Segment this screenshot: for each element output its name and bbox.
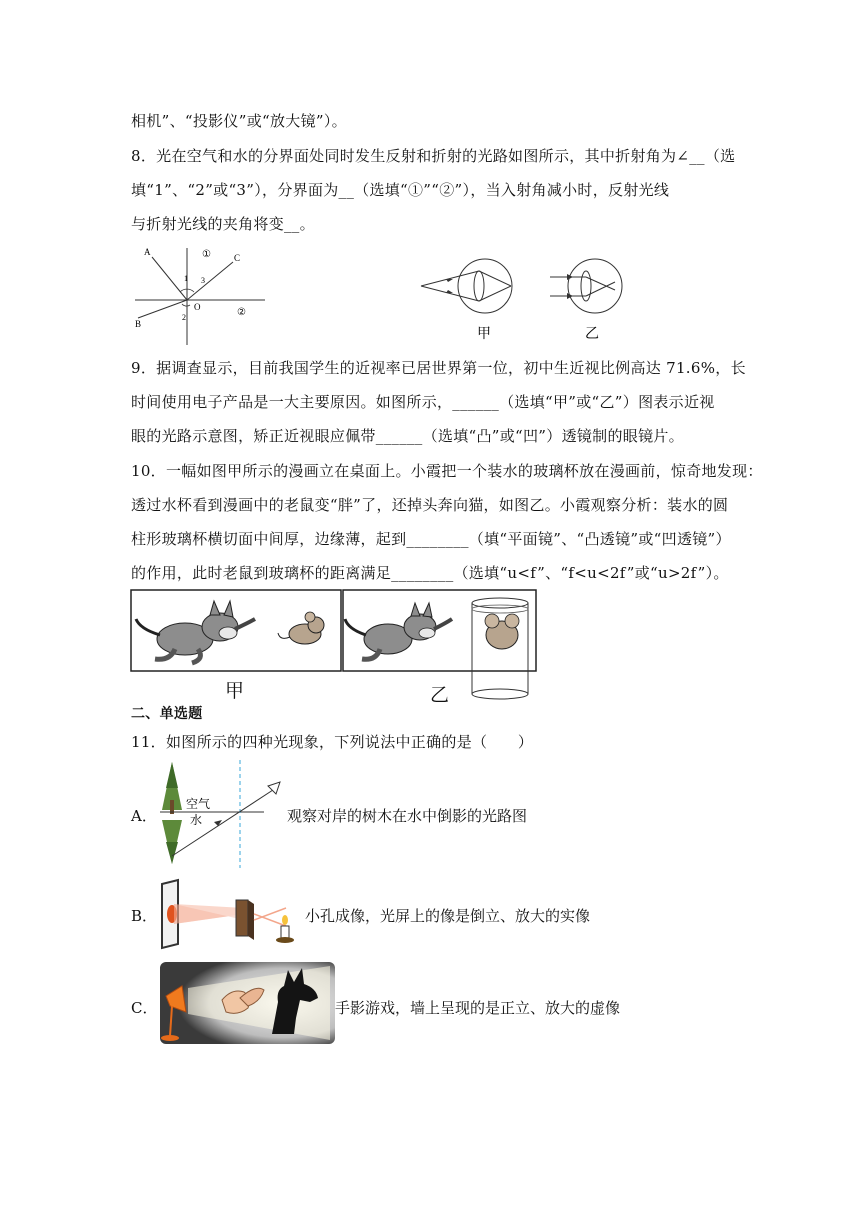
option-a-text: 观察对岸的树木在水中倒影的光路图 xyxy=(287,807,528,825)
q10-line3: 柱形玻璃杯横切面中间厚，边缘薄，起到________（填“平面镜”、“凸透镜”或“凹透镜”） xyxy=(131,530,731,548)
eye-yi xyxy=(550,259,622,313)
section-heading-single-choice: 二、单选题 xyxy=(131,706,203,722)
tree-reflection-diagram xyxy=(158,760,286,868)
cartoon-figure xyxy=(130,589,540,701)
option-a-letter[interactable]: A． xyxy=(131,807,157,825)
q8-line1: 8．光在空气和水的分界面处同时发生反射和折射的光路如图所示，其中折射角为∠__（选 xyxy=(131,147,736,165)
q8-line3: 与折射光线的夹角将变__。 xyxy=(131,215,315,233)
label-B: B xyxy=(135,319,142,329)
label-O: O xyxy=(194,302,201,312)
q9-line3: 眼的光路示意图，矫正近视眼应佩带______（选填“凸”或“凹”）透镜制的眼镜片。 xyxy=(131,427,684,445)
label-air: 空气 xyxy=(186,797,211,811)
q7-tail: 相机”、“投影仪”或“放大镜”）。 xyxy=(131,112,347,130)
eye-label-jia: 甲 xyxy=(477,327,491,342)
option-b-text: 小孔成像，光屏上的像是倒立、放大的实像 xyxy=(305,907,591,925)
eye-diagrams xyxy=(415,250,630,345)
q10-line4: 的作用，此时老鼠到玻璃杯的距离满足________（选填“u<f”、“f<u<2f”或“u>2f”）。 xyxy=(131,564,729,582)
label-circle-1: ① xyxy=(202,249,211,260)
q10-line2: 透过水杯看到漫画中的老鼠变“胖”了，还掉头奔向猫，如图乙。小霞观察分析：装水的圆 xyxy=(131,496,729,514)
eye-label-yi: 乙 xyxy=(585,327,599,342)
label-circle-2: ② xyxy=(237,307,246,318)
label-C: C xyxy=(234,253,241,263)
figure-label-yi: 乙 xyxy=(430,684,450,706)
label-angle-2: 2 xyxy=(182,313,186,322)
figure-label-jia: 甲 xyxy=(225,680,245,702)
q9-line2: 时间使用电子产品是一大主要原因。如图所示，______（选填“甲”或“乙”）图表示近视 xyxy=(131,393,715,411)
q11-stem: 11．如图所示的四种光现象，下列说法中正确的是（ ） xyxy=(131,733,534,751)
label-A: A xyxy=(144,247,151,257)
label-angle-3: 3 xyxy=(201,276,205,285)
refraction-diagram xyxy=(130,240,270,350)
q8-line2: 填“1”、“2”或“3”），分界面为__（选填“①”“②”），当入射角减小时，反射光线 xyxy=(131,181,670,199)
option-c-letter[interactable]: C． xyxy=(131,999,158,1017)
label-water: 水 xyxy=(190,813,203,827)
q10-line1: 10．一幅如图甲所示的漫画立在桌面上。小霞把一个装水的玻璃杯放在漫画前，惊奇地发现： xyxy=(131,462,763,480)
q9-line1: 9．据调查显示，目前我国学生的近视率已居世界第一位，初中生近视比例高达 71.6%，长 xyxy=(131,359,746,377)
option-c-text: 手影游戏，墙上呈现的是正立、放大的虚像 xyxy=(335,999,621,1017)
option-b-letter[interactable]: B． xyxy=(131,907,158,925)
pinhole-camera-diagram xyxy=(158,878,303,950)
eye-jia xyxy=(421,259,512,313)
hand-shadow-diagram xyxy=(160,962,335,1044)
label-angle-1: 1 xyxy=(184,274,188,283)
